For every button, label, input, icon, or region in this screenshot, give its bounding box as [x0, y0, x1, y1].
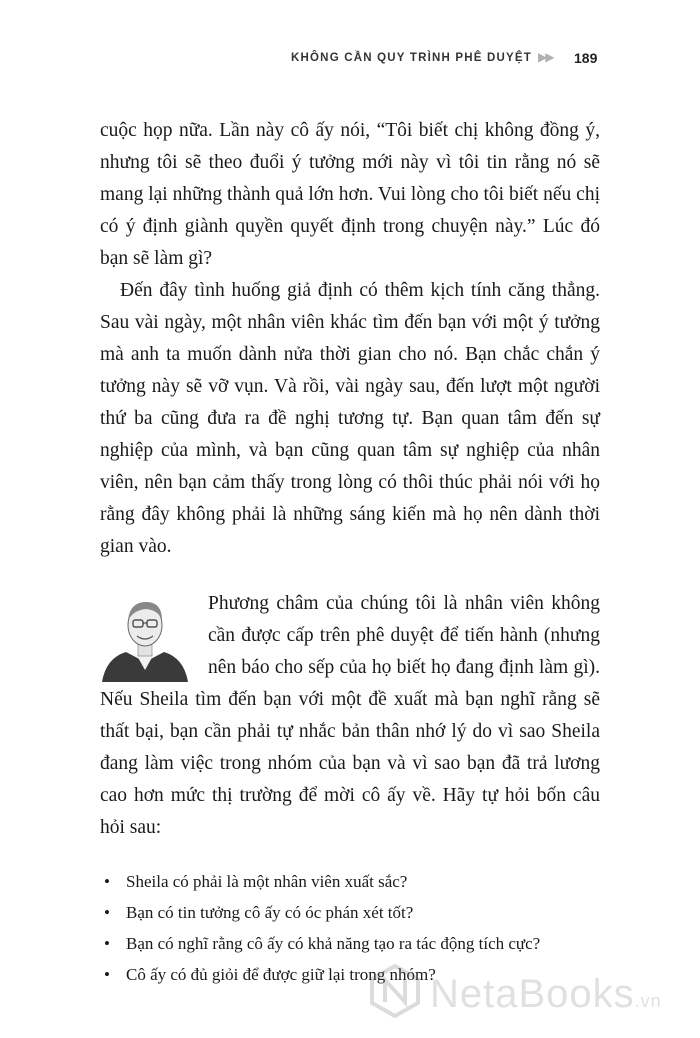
list-item: • Cô ấy có đủ giỏi để được giữ lại trong nhóm?: [100, 963, 600, 987]
list-item: • Sheila có phải là một nhân viên xuất sắc?: [100, 870, 600, 894]
running-header: [0, 50, 700, 70]
paragraph-1: cuộc họp nữa. Lần này cô ấy nói, “Tôi biết chị không đồng ý, nhưng tôi sẽ theo đuổi ý tưởng mới này vì tôi tin rằng nó sẽ mang lại những thành quả lớn hơn. Vui lòng cho tôi biết nếu chị có ý định giành quyền quyết định trong chuyện này.” Lúc đó bạn sẽ làm gì?: [100, 120, 600, 269]
watermark-domain: .vn: [634, 991, 662, 1011]
paragraph-2: Đến đây tình huống giả định có thêm kịch tính căng thẳng. Sau vài ngày, một nhân viên khác tìm đến bạn với một ý tưởng mà anh ta muốn dành nửa thời gian cho nó. Bạn chắc chắn ý tưởng này sẽ vỡ vụn. Và rồi, vài ngày sau, đến lượt một người thứ ba cũng đưa ra đề nghị tương tự. Bạn quan tâm đến sự nghiệp của mình, và bạn cũng quan tâm sự nghiệp của nhân viên, nên bạn cảm thấy trong lòng có thôi thúc phải nói với họ rằng đây không phải là những sáng kiến mà họ nên dành thời gian vào.: [100, 280, 600, 557]
page-number: 189: [574, 50, 598, 66]
page-body: [100, 115, 600, 994]
author-quote-block: [100, 588, 600, 844]
netabooks-logo-icon: [368, 964, 422, 1018]
author-portrait-icon: [100, 592, 190, 682]
watermark-text: [430, 972, 662, 1017]
arrows-icon: ▶▶: [538, 50, 553, 64]
quote-text: Phương châm của chúng tôi là nhân viên không cần được cấp trên phê duyệt để tiến hành (nhưng nên báo cho sếp của họ biết họ đang định làm gì). Nếu Sheila tìm đến bạn với một đề xuất mà bạn nghĩ rằng sẽ thất bại, bạn cần phải tự nhắc bản thân nhớ lý do vì sao Sheila đang làm việc trong nhóm của bạn và vì sao bạn đã trả lương cao hơn mức thị trường để mời cô ấy về. Hãy tự hỏi bốn câu hỏi sau:: [100, 593, 600, 838]
list-item: • Bạn có nghĩ rằng cô ấy có khả năng tạo ra tác động tích cực?: [100, 932, 600, 956]
watermark: [368, 964, 668, 1024]
list-item: • Bạn có tin tưởng cô ấy có óc phán xét tốt?: [100, 901, 600, 925]
watermark-brand: NetaBooks: [430, 972, 635, 1016]
running-title: KHÔNG CẦN QUY TRÌNH PHÊ DUYỆT: [291, 52, 532, 64]
